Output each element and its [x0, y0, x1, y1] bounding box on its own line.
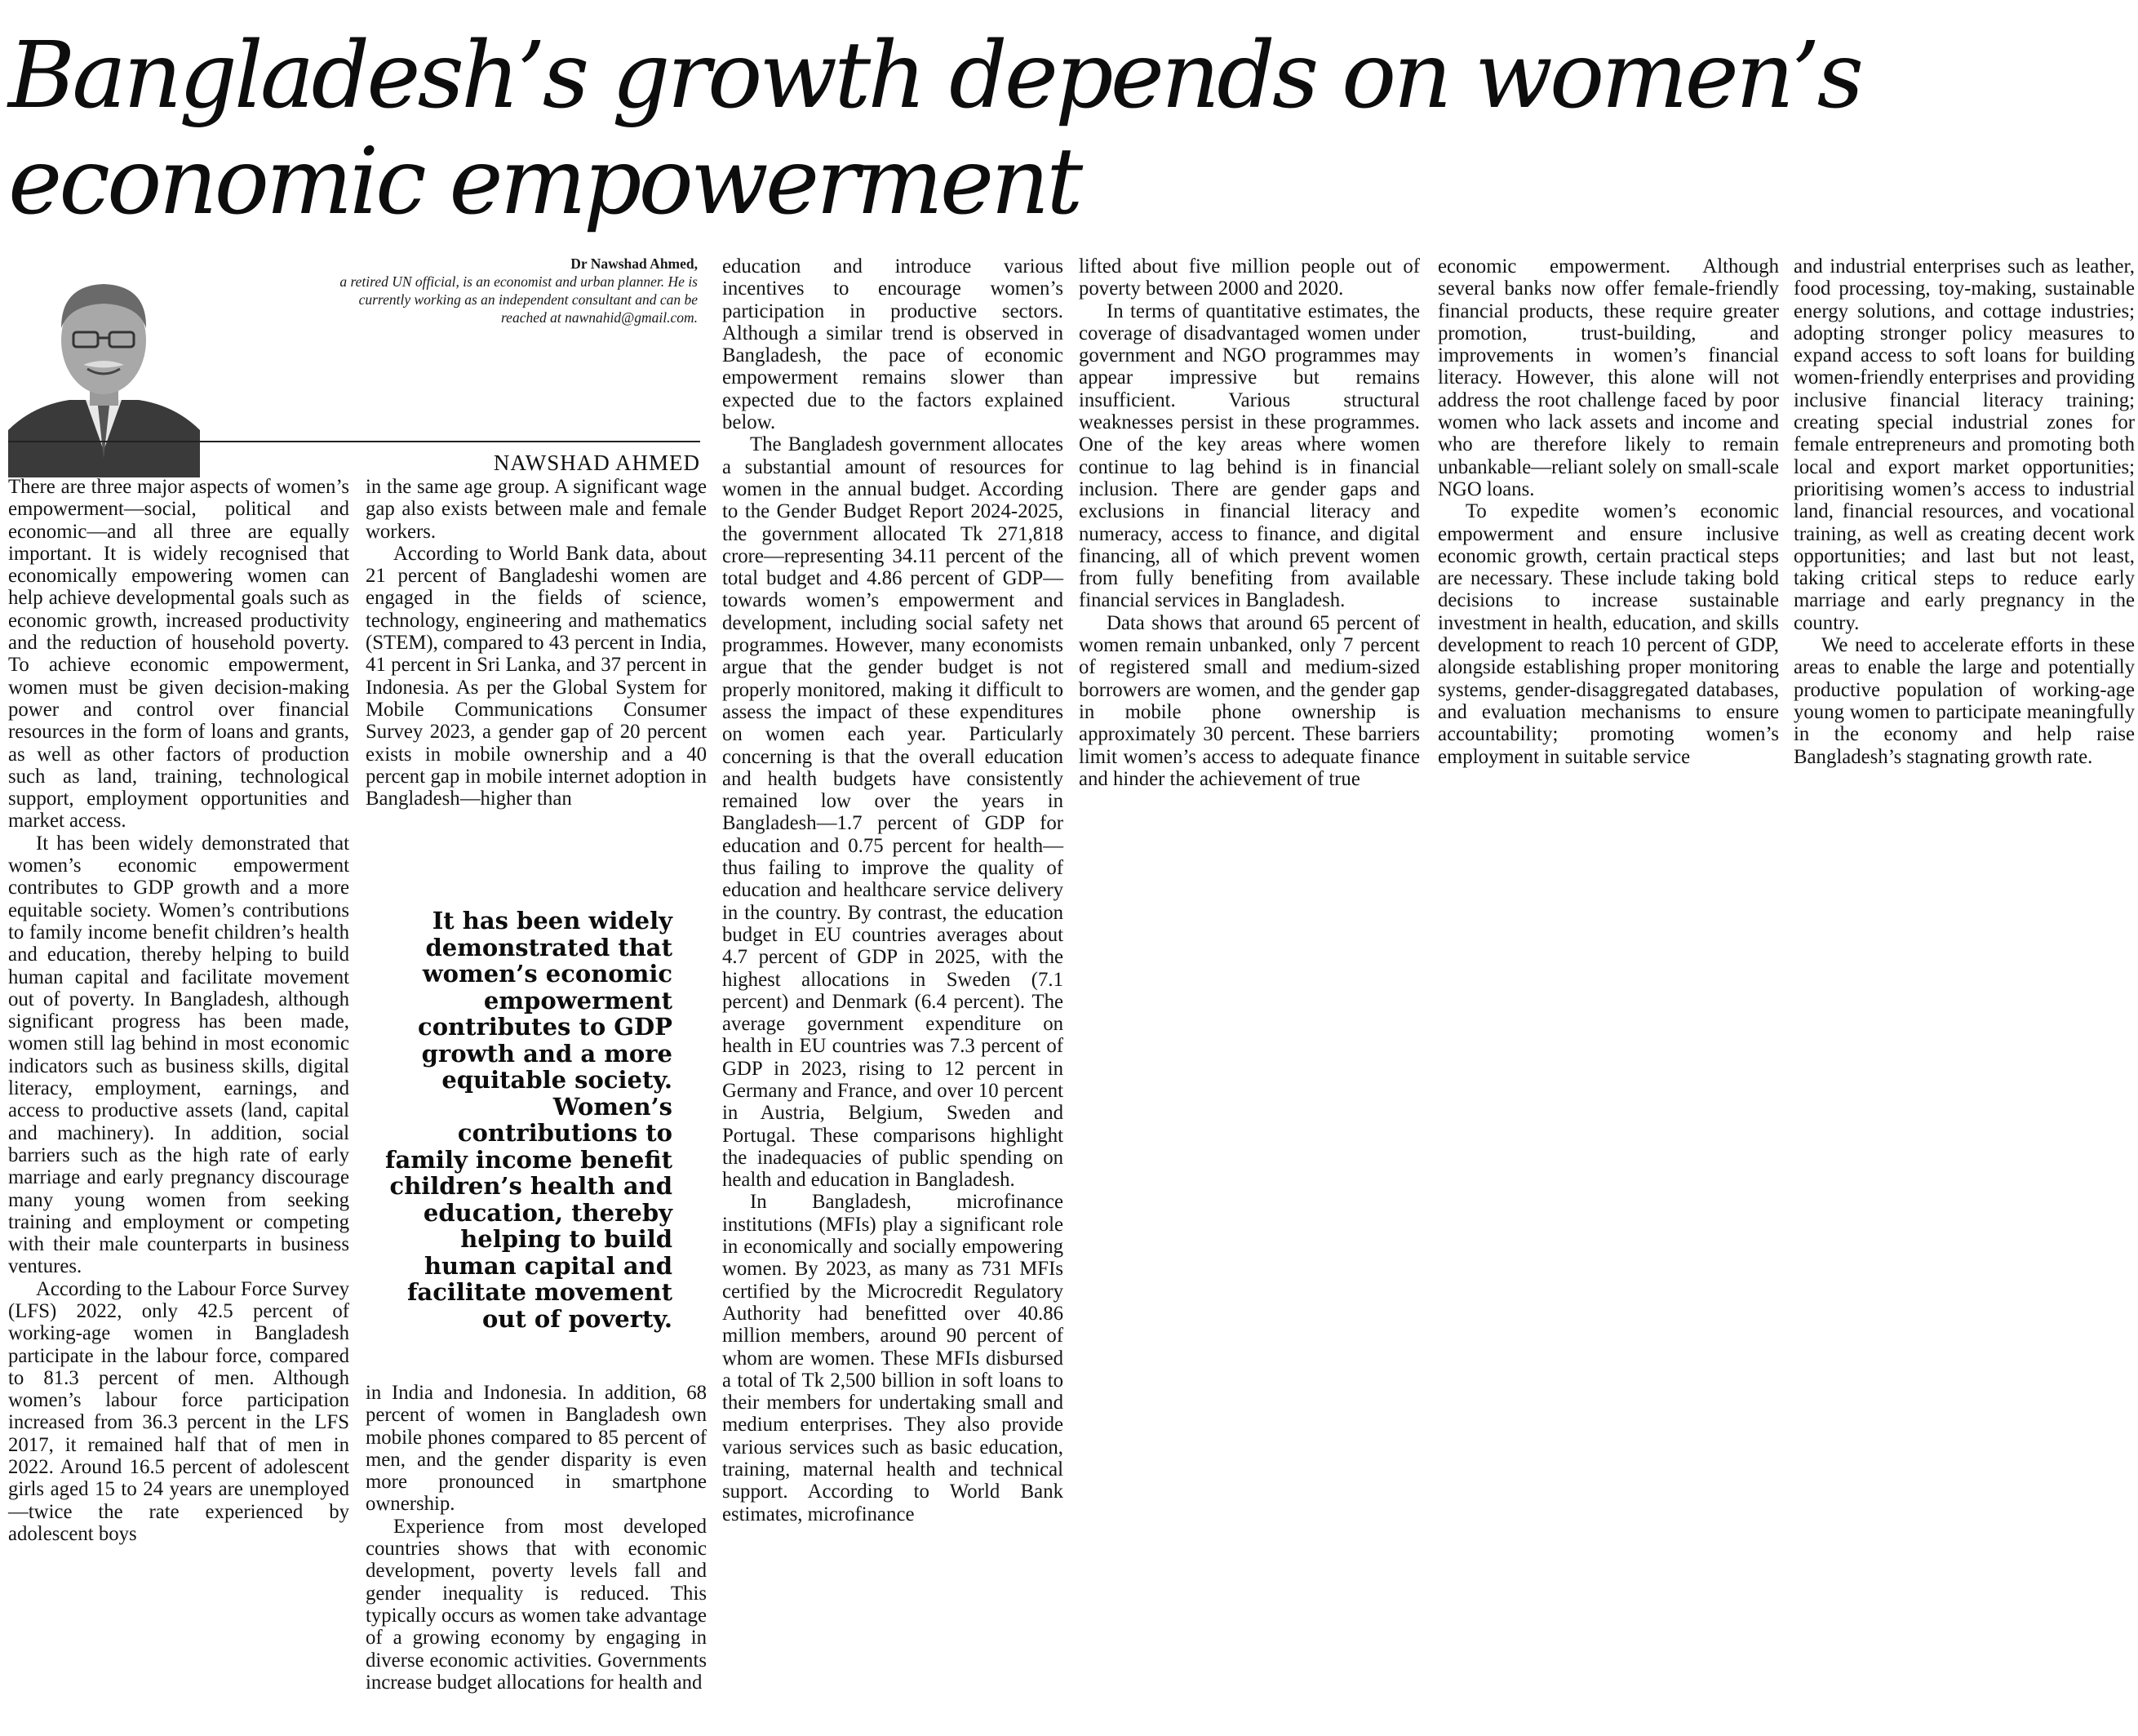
paragraph: Experience from most developed countries shows that with economic development, poverty levels fall and gender inequality is reduced. This typically occurs as women take advantage of a growing economy by engaging in diverse economic activities. Governments increase budget allocations for health and: [366, 1515, 707, 1694]
paragraph: There are three major aspects of women’s empowerment—social, political and economic—and all three are equally important. It is widely recognised that economically empowering women can help achieve developmental goals such as economic growth, increased productivity and the reduction of household poverty. To achieve economic empowerment, women must be given decision-making power and control over financial resources in the form of loans and grants, as well as other factors of production such as land, training, technological support, employment opportunities and market access.: [8, 476, 349, 832]
article-column-3: [722, 255, 1063, 1525]
author-description: a retired UN official, is an economist and urban planner. He is currently working as an independent consultant and can be reached at nawnahid@gmail.com.: [339, 273, 698, 326]
author-photo: [8, 255, 200, 477]
author-bio: [326, 255, 698, 326]
paragraph: in India and Indonesia. In addition, 68 percent of women in Bangladesh own mobile phones compared to 85 percent of men, and the gender disparity is even more pronounced in smartphone ownership.: [366, 1382, 707, 1516]
article-column-6: [1794, 255, 2135, 768]
byline-rule: [8, 441, 700, 442]
paragraph: According to the Labour Force Survey (LFS) 2022, only 42.5 percent of working-age women in Bangladesh participate in the labour force, compared to 81.3 percent of men. Although women’s labour force participation increased from 36.3 percent in the LFS 2017, it remained half that of men in 2022. Around 16.5 percent of adolescent girls aged 15 to 24 years are unemployed—twice the rate experienced by adolescent boys: [8, 1277, 349, 1545]
paragraph: It has been widely demonstrated that women’s economic empowerment contributes to GDP growth and a more equitable society. Women’s contributions to family income benefit children’s health and education, thereby helping to build human capital and facilitate movement out of poverty. In Bangladesh, although significant progress has been made, women still lag behind in most economic indicators such as business skills, digital literacy, employment, earnings, and access to productive assets (land, capital and machinery). In addition, social barriers such as the high rate of early marriage and early pregnancy discourage many young women from seeking training and employment or competing with their male counterparts in business ventures.: [8, 832, 349, 1278]
article-column-4: [1079, 255, 1420, 790]
paragraph: education and introduce various incentives to encourage women’s participation in productive sectors. Although a similar trend is observed in Bangladesh, the pace of economic empowerment remains slower than expected due to the factors explained below.: [722, 255, 1063, 434]
paragraph: in the same age group. A significant wage gap also exists between male and female workers.: [366, 476, 707, 543]
paragraph: According to World Bank data, about 21 percent of Bangladeshi women are engaged in the fields of science, technology, engineering and mathematics (STEM), compared to 43 percent in India, 41 percent in Sri Lanka, and 37 percent in Indonesia. As per the Global System for Mobile Communications Consumer Survey 2023, a gender gap of 20 percent exists in mobile ownership and a 40 percent gap in mobile internet adoption in Bangladesh—higher than: [366, 542, 707, 810]
article-column-5: [1438, 255, 1779, 768]
author-name: Dr Nawshad Ahmed,: [570, 255, 698, 272]
paragraph: lifted about five million people out of poverty between 2000 and 2020.: [1079, 255, 1420, 300]
paragraph: Data shows that around 65 percent of women remain unbanked, only 7 percent of registered small and medium-sized borrowers are women, and the gender gap in mobile phone ownership is approximately 30 percent. These barriers limit women’s access to adequate finance and hinder the achievement of true: [1079, 611, 1420, 790]
byline: NAWSHAD AHMED: [493, 451, 700, 475]
paragraph: economic empowerment. Although several banks now offer female-friendly financial products, these require greater promotion, trust-building, and improvements in women’s financial literacy. However, this alone will not address the root challenge faced by poor women who lack assets and income and who are therefore likely to remain unbankable—reliant solely on small-scale NGO loans.: [1438, 255, 1779, 500]
paragraph: In Bangladesh, microfinance institutions (MFIs) play a significant role in economically and socially empowering women. By 2023, as many as 731 MFIs certified by the Microcredit Regulatory Authority had benefitted over 40.86 million members, around 90 percent of whom are women. These MFIs disbursed a total of Tk 2,500 billion in soft loans to their members for undertaking small and medium enterprises. They also provide various services such as basic education, training, maternal health and technical support. According to World Bank estimates, microfinance: [722, 1191, 1063, 1525]
article-column-2-bottom: [366, 1382, 707, 1694]
headline: Bangladesh’s growth depends on women’s economic empowerment: [8, 23, 1861, 235]
article-column-1: [8, 476, 349, 1545]
paragraph: To expedite women’s economic empowerment and ensure inclusive economic growth, certain practical steps are necessary. These include taking bold decisions to increase sustainable investment in health, education, and skills development to reach 10 percent of GDP, alongside establishing proper monitoring systems, gender-disaggregated databases, and evaluation mechanisms to ensure accountability; promoting women’s employment in suitable service: [1438, 500, 1779, 768]
paragraph: The Bangladesh government allocates a substantial amount of resources for women in the annual budget. According to the Gender Budget Report 2024-2025, the government allocated Tk 271,818 crore—representing 34.11 percent of the total budget and 4.86 percent of GDP—towards women’s empowerment and development, including social safety net programmes. However, many economists argue that the gender budget is not properly monitored, making it difficult to assess the impact of these expenditures on women each year. Particularly concerning is that the overall education and health budgets have consistently remained low over the years in Bangladesh—1.7 percent of GDP for education and 0.75 percent for health—thus failing to improve the quality of education and healthcare service delivery in the country. By contrast, the education budget in EU countries averages about 4.7 percent of GDP in 2025, with the highest allocations in Sweden (7.1 percent) and Denmark (6.4 percent). The average government expenditure on health in EU countries was 7.3 percent of GDP in 2023, rising to 12 percent in Germany and France, and over 10 percent in Austria, Belgium, Sweden and Portugal. These comparisons highlight the inadequacies of public spending on health and education in Bangladesh.: [722, 433, 1063, 1192]
pull-quote: It has been widely demonstrated that women’s economic empowerment contributes to GDP growth and a more equitable society. Women’s contributions to family income benefit children’s health and education, thereby helping to build human capital and facilitate movement out of poverty.: [384, 907, 672, 1333]
paragraph: In terms of quantitative estimates, the coverage of disadvantaged women under government and NGO programmes may appear impressive but remains insufficient. Various structural weaknesses persist in these programmes. One of the key areas where women continue to lag behind is in financial inclusion. There are gender gaps and exclusions in financial literacy and numeracy, access to finance, and digital financing, all of which prevent women from fully benefiting from available financial services in Bangladesh.: [1079, 300, 1420, 612]
article-column-2-top: [366, 476, 707, 810]
paragraph: and industrial enterprises such as leather, food processing, toy-making, sustainable energy solutions, and cottage industries; adopting stronger policy measures to expand access to soft loans for building women-friendly enterprises and providing inclusive financial literacy training; creating special industrial zones for female entrepreneurs and promoting both local and export market opportunities; prioritising women’s access to industrial land, financial resources, and vocational training, as well as creating decent work opportunities; and last but not least, taking critical steps to reduce early marriage and early pregnancy in the country.: [1794, 255, 2135, 634]
paragraph: We need to accelerate efforts in these areas to enable the large and potentially productive population of working-age young women to participate meaningfully in the economy and help raise Bangladesh’s stagnating growth rate.: [1794, 634, 2135, 768]
